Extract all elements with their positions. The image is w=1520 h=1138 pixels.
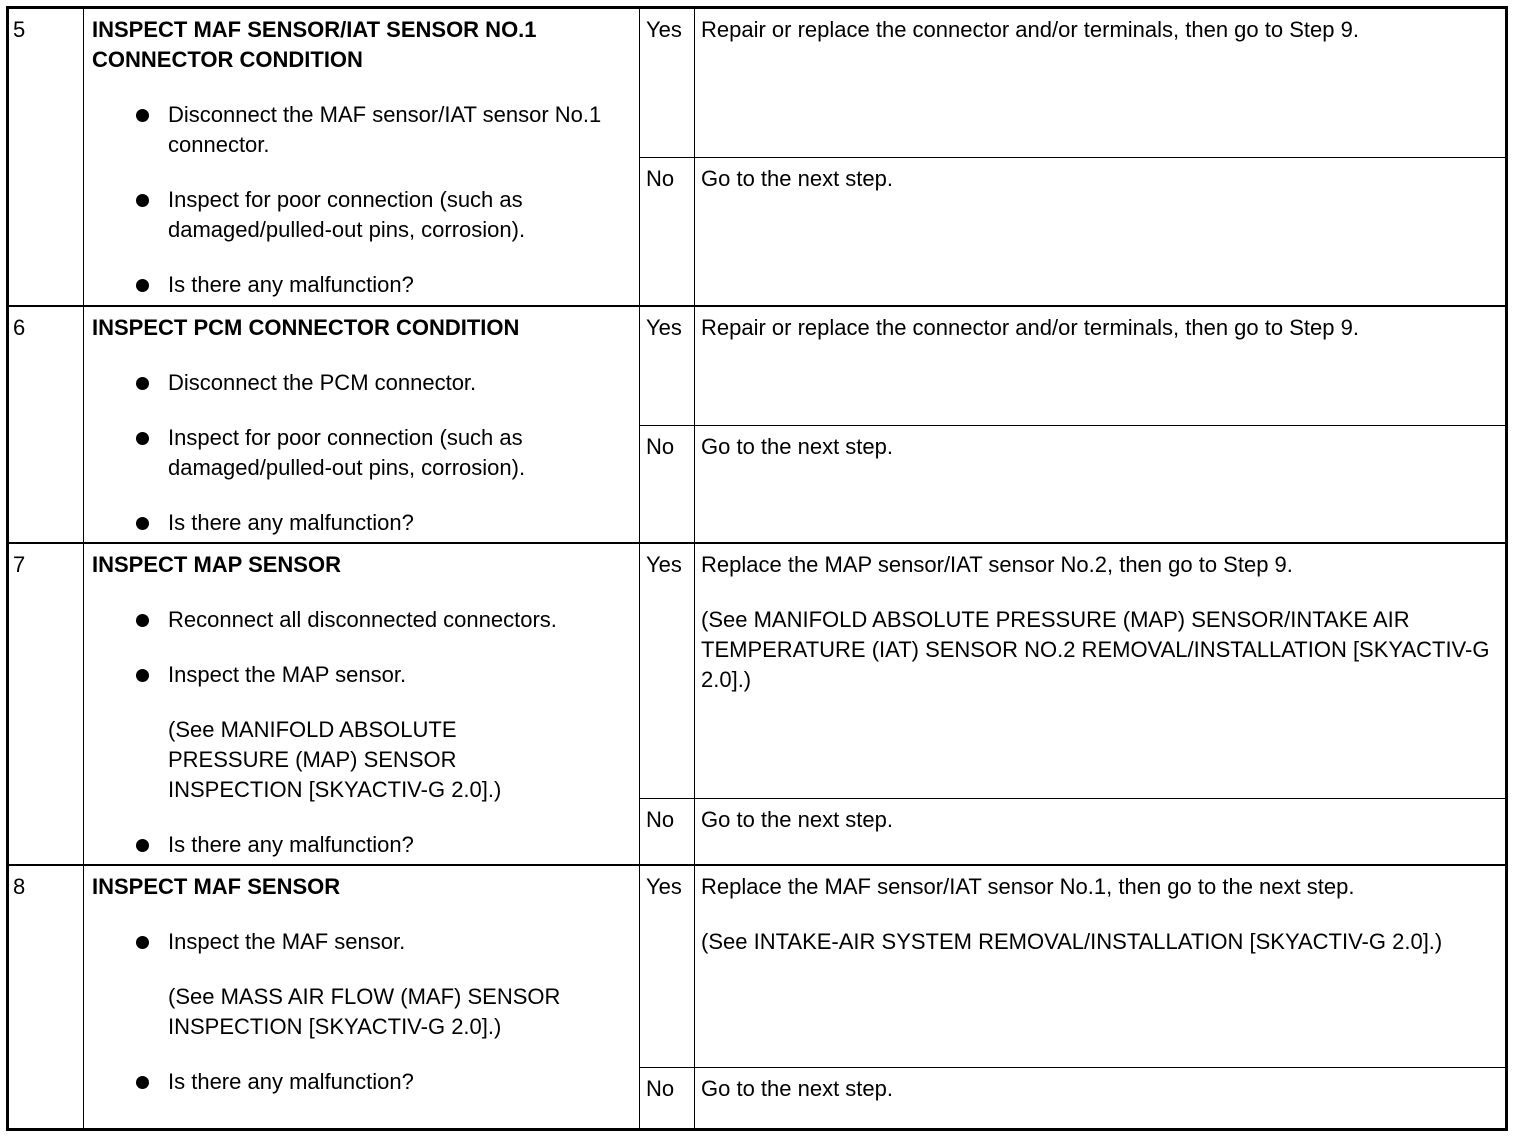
step-title (92, 15, 639, 75)
step-number: 8 (9, 866, 84, 1128)
procedure-item (92, 927, 608, 1042)
procedure-item-text: Is there any malfunction? (168, 272, 414, 297)
no-action-text: Go to the next step. (701, 807, 894, 832)
procedure-list (92, 605, 639, 860)
no-label: No (640, 799, 695, 864)
yes-label: Yes (640, 9, 695, 157)
bullet-icon (136, 614, 149, 627)
no-action (695, 158, 1505, 194)
procedure-item-text: Is there any malfunction? (168, 1069, 414, 1094)
procedure-item-text: Disconnect the MAF sensor/IAT sensor No.1 connector. (168, 102, 602, 157)
no-row (640, 798, 1505, 864)
step-answers (640, 307, 1505, 542)
step-number: 7 (9, 544, 84, 864)
bullet-icon (136, 377, 149, 390)
bullet-icon (136, 279, 149, 292)
step-row-7 (9, 542, 1505, 864)
step-row-5 (9, 9, 1505, 305)
procedure-item-text: Is there any malfunction? (168, 510, 414, 535)
step-title-line1: INSPECT MAF SENSOR/IAT SENSOR NO.1 (92, 17, 537, 42)
yes-action-text: Repair or replace the connector and/or terminals, then go to Step 9. (701, 17, 1359, 42)
procedure-reference: (See MANIFOLD ABSOLUTE PRESSURE (MAP) SENSOR INSPECTION [SKYACTIV-G 2.0].) (168, 717, 502, 802)
bullet-icon (136, 109, 149, 122)
step-title: INSPECT MAF SENSOR (92, 874, 341, 899)
yes-row (640, 307, 1505, 425)
no-action (695, 799, 1505, 835)
bullet-icon (136, 936, 149, 949)
yes-row (640, 544, 1505, 798)
yes-label: Yes (640, 307, 695, 425)
troubleshooting-table (6, 6, 1508, 1131)
procedure-list (92, 927, 639, 1097)
bullet-icon (136, 194, 149, 207)
procedure-item (92, 368, 639, 398)
no-action-text: Go to the next step. (701, 166, 894, 191)
step-row-8 (9, 864, 1505, 1128)
procedure-item (92, 660, 518, 805)
procedure-item-text: Is there any malfunction? (168, 832, 414, 857)
step-procedure (84, 307, 640, 542)
procedure-item (92, 1067, 639, 1097)
yes-label: Yes (640, 866, 695, 1067)
step-procedure (84, 544, 640, 864)
no-action (695, 1068, 1505, 1104)
step-answers (640, 544, 1505, 864)
step-number: 5 (9, 9, 84, 305)
bullet-icon (136, 839, 149, 852)
no-row (640, 157, 1505, 305)
bullet-icon (136, 517, 149, 530)
step-procedure (84, 866, 640, 1128)
procedure-list (92, 368, 639, 538)
no-row (640, 425, 1505, 542)
yes-action-text: Replace the MAF sensor/IAT sensor No.1, then go to the next step. (701, 874, 1355, 899)
yes-reference: (See INTAKE-AIR SYSTEM REMOVAL/INSTALLATION [SKYACTIV-G 2.0].) (701, 929, 1443, 954)
yes-action-text: Replace the MAP sensor/IAT sensor No.2, then go to Step 9. (701, 552, 1293, 577)
procedure-item-text: Inspect the MAF sensor. (168, 929, 406, 954)
procedure-item (92, 508, 639, 538)
no-row (640, 1067, 1505, 1128)
step-title-line2: CONNECTOR CONDITION (92, 47, 363, 72)
procedure-item-text: Inspect for poor connection (such as damaged/pulled-out pins, corrosion). (168, 187, 526, 242)
procedure-item (92, 100, 616, 160)
step-number: 6 (9, 307, 84, 542)
no-action-text: Go to the next step. (701, 1076, 894, 1101)
procedure-item-text: Disconnect the PCM connector. (168, 370, 477, 395)
yes-action (695, 544, 1505, 695)
procedure-item (92, 423, 588, 483)
no-label: No (640, 426, 695, 542)
bullet-icon (136, 1076, 149, 1089)
step-row-6 (9, 305, 1505, 542)
step-title: INSPECT PCM CONNECTOR CONDITION (92, 315, 520, 340)
yes-label: Yes (640, 544, 695, 798)
yes-reference: (See MANIFOLD ABSOLUTE PRESSURE (MAP) SENSOR/INTAKE AIR TEMPERATURE (IAT) SENSOR NO.2 REMOVAL/INSTALLATION [SKYACTIV-G 2.0].) (701, 607, 1490, 692)
procedure-item (92, 270, 639, 300)
step-procedure (84, 9, 640, 305)
yes-action (695, 307, 1505, 343)
procedure-reference: (See MASS AIR FLOW (MAF) SENSOR INSPECTION [SKYACTIV-G 2.0].) (168, 984, 561, 1039)
procedure-item-text: Inspect for poor connection (such as damaged/pulled-out pins, corrosion). (168, 425, 526, 480)
no-label: No (640, 1068, 695, 1128)
no-label: No (640, 158, 695, 305)
step-answers (640, 9, 1505, 305)
bullet-icon (136, 669, 149, 682)
procedure-item (92, 185, 588, 245)
yes-row (640, 866, 1505, 1067)
yes-action (695, 866, 1505, 957)
step-answers (640, 866, 1505, 1128)
step-title: INSPECT MAP SENSOR (92, 552, 341, 577)
yes-action-text: Repair or replace the connector and/or terminals, then go to Step 9. (701, 315, 1359, 340)
no-action-text: Go to the next step. (701, 434, 894, 459)
procedure-item (92, 830, 639, 860)
procedure-item (92, 605, 639, 635)
procedure-item-text: Reconnect all disconnected connectors. (168, 607, 557, 632)
yes-row (640, 9, 1505, 157)
procedure-list (92, 100, 639, 300)
yes-action (695, 9, 1505, 45)
bullet-icon (136, 432, 149, 445)
procedure-item-text: Inspect the MAP sensor. (168, 662, 407, 687)
no-action (695, 426, 1505, 462)
